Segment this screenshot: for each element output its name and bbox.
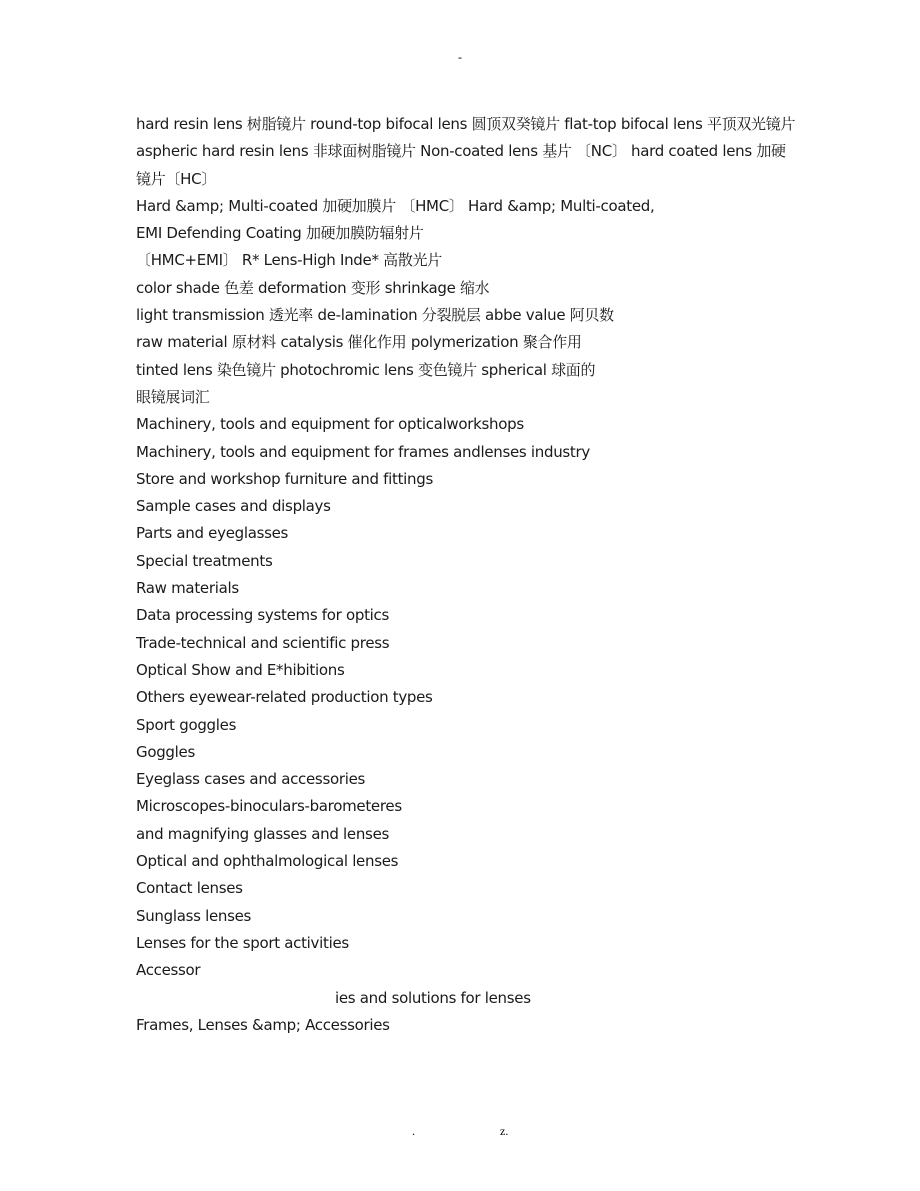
text-line: aspheric hard resin lens 非球面树脂镜片 Non-coated lens 基片 〔NC〕 hard coated lens 加硬镜片〔HC〕 bbox=[136, 142, 786, 188]
text-line: Store and workshop furniture and fittings bbox=[136, 469, 433, 488]
text-line: raw material 原材料 catalysis 催化作用 polymerization 聚合作用 bbox=[136, 333, 582, 352]
page-footer bbox=[0, 1124, 920, 1140]
text-line: and magnifying glasses and lenses bbox=[136, 824, 390, 843]
text-line: Machinery, tools and equipment for frames andlenses industry bbox=[136, 442, 590, 461]
text-line: Frames, Lenses &amp; Accessories bbox=[136, 1015, 390, 1034]
text-line: Contact lenses bbox=[136, 879, 243, 898]
text-line: Special treatments bbox=[136, 551, 273, 570]
glossary-body bbox=[136, 111, 796, 1039]
text-line: Optical Show and E*hibitions bbox=[136, 660, 345, 679]
text-line: Machinery, tools and equipment for opticalworkshops bbox=[136, 415, 524, 434]
text-line: Microscopes-binoculars-barometeres bbox=[136, 797, 402, 816]
text-line-continued: ies and solutions for lenses bbox=[335, 988, 531, 1007]
text-line: Eyeglass cases and accessories bbox=[136, 770, 366, 789]
text-line: Sport goggles bbox=[136, 715, 237, 734]
text-line: light transmission 透光率 de-lamination 分裂脱层 abbe value 阿贝数 bbox=[136, 306, 614, 325]
text-line: Accessor bbox=[136, 961, 201, 980]
text-line: Hard &amp; Multi-coated 加硬加膜片 〔HMC〕 Hard &amp; Multi-coated, bbox=[136, 196, 655, 215]
text-line: Lenses for the sport activities bbox=[136, 933, 349, 952]
text-line: Parts and eyeglasses bbox=[136, 524, 289, 543]
text-line: Optical and ophthalmological lenses bbox=[136, 852, 399, 871]
footer-left-mark: . bbox=[412, 1124, 415, 1138]
section-heading: 眼镜展词汇 bbox=[136, 387, 210, 406]
text-line: EMI Defending Coating 加硬加膜防辐射片 bbox=[136, 224, 424, 243]
text-line: tinted lens 染色镜片 photochromic lens 变色镜片 spherical 球面的 bbox=[136, 360, 596, 379]
text-line: Sample cases and displays bbox=[136, 497, 331, 516]
text-line: Others eyewear-related production types bbox=[136, 688, 433, 707]
text-line: hard resin lens 树脂镜片 round-top bifocal lens 圆顶双癸镜片 flat-top bifocal lens 平顶双光镜片 bbox=[136, 115, 796, 133]
text-line: Sunglass lenses bbox=[136, 906, 252, 925]
header-mark: - bbox=[458, 50, 462, 64]
text-line: Data processing systems for optics bbox=[136, 606, 390, 625]
text-line: Goggles bbox=[136, 742, 195, 761]
text-line: color shade 色差 deformation 变形 shrinkage 缩水 bbox=[136, 278, 490, 297]
text-line: 〔HMC+EMI〕 R* Lens-High Inde* 高散光片 bbox=[136, 251, 442, 270]
text-line: Trade-technical and scientific press bbox=[136, 633, 390, 652]
text-line: Raw materials bbox=[136, 579, 239, 598]
footer-right-mark: z. bbox=[500, 1124, 509, 1138]
